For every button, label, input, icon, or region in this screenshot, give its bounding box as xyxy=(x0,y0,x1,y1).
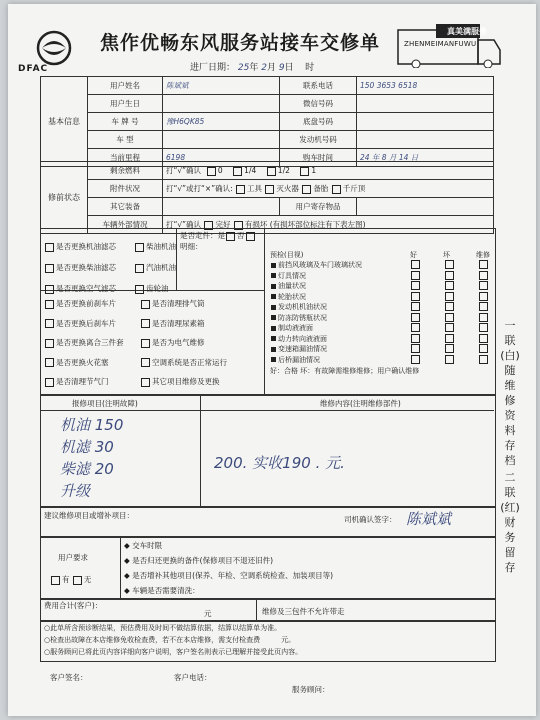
service-checkbox[interactable] xyxy=(141,300,150,309)
service-check-item xyxy=(44,372,140,392)
inspection-item-label: 前挡风玻璃及车门玻璃状况 xyxy=(278,261,362,269)
inspection-bad-checkbox[interactable] xyxy=(445,271,454,280)
inspection-row xyxy=(270,260,490,271)
valuables-label: 用户寄存物品 xyxy=(280,198,357,216)
repair-item-upgrade: 升级 xyxy=(60,482,91,500)
service-checkbox[interactable] xyxy=(45,339,54,348)
diamond-bullet-icon: ◆ xyxy=(124,571,133,580)
section-pre: 修前状态 xyxy=(41,162,88,234)
exterior-label: 车辆外部情况 xyxy=(88,216,163,234)
service-checkbox[interactable] xyxy=(45,358,54,367)
inspection-bad-checkbox[interactable] xyxy=(445,313,454,322)
exterior-instruction: 打“√”确认 xyxy=(166,220,202,229)
inspection-bad-checkbox[interactable] xyxy=(445,281,454,290)
date-unit-month: 月 xyxy=(266,63,276,73)
exterior-note: (有损坏部位标注有下表左图) xyxy=(269,220,366,229)
chassis-value xyxy=(357,113,494,131)
requirement-item xyxy=(124,538,333,553)
requirement-label: 是否增补其他项目(保养、年检、空调系统检查、加装项目等) xyxy=(132,571,334,580)
attach-options xyxy=(163,180,494,198)
inspection-bullet xyxy=(271,284,276,289)
date-month: 2 xyxy=(261,63,267,73)
inspection-row xyxy=(270,323,490,334)
inspection-good-checkbox[interactable] xyxy=(411,260,420,269)
inspection-repair-checkbox[interactable] xyxy=(479,334,488,343)
service-check-label: 是否清理尿素箱 xyxy=(152,318,205,328)
custom-yes-label: 是 xyxy=(217,231,225,240)
side-char: 联 xyxy=(504,486,516,499)
req-yes-checkbox[interactable] xyxy=(51,576,60,585)
suggest-label: 建议维修项目或增补项目： xyxy=(44,511,134,520)
custom-no-checkbox[interactable] xyxy=(246,232,255,241)
inspection-bad-checkbox[interactable] xyxy=(445,260,454,269)
inspection-bad-checkbox[interactable] xyxy=(445,302,454,311)
inspection-checks xyxy=(410,302,490,313)
date-day: 9 xyxy=(278,63,285,73)
extinguisher-label: 灭火器 xyxy=(276,184,299,193)
inspection-checks xyxy=(410,344,490,355)
diesel-filter-checkbox[interactable] xyxy=(45,264,54,273)
side-char: 存 xyxy=(504,439,516,452)
inspection-item xyxy=(270,344,327,355)
inspection-bullet xyxy=(271,305,276,310)
service-checkbox[interactable] xyxy=(141,319,150,328)
engine-label: 发动机号码 xyxy=(280,131,357,149)
service-check-label: 是否清理排气筒 xyxy=(152,299,205,308)
model-value xyxy=(163,131,280,149)
inspection-repair-checkbox[interactable] xyxy=(479,292,488,301)
side-char: 二 xyxy=(504,471,516,484)
service-check-item xyxy=(140,314,270,334)
side-char: 一 xyxy=(504,319,516,332)
service-check-row xyxy=(44,372,270,392)
repair-items-header: 报修项目(注明故障) xyxy=(72,399,138,408)
requirements-label: 用户要求 xyxy=(58,553,88,562)
inspection-repair-checkbox[interactable] xyxy=(479,302,488,311)
req-no-checkbox[interactable] xyxy=(73,576,82,585)
service-checkbox[interactable] xyxy=(45,378,54,387)
phone-label: 联系电话 xyxy=(280,77,357,95)
date-year: 25 xyxy=(237,63,250,73)
fee-label: 费用合计(客户)： xyxy=(44,601,103,610)
inspection-bad-checkbox[interactable] xyxy=(445,292,454,301)
fuel-option-0: 0 xyxy=(217,166,223,175)
diesel-oil-checkbox[interactable] xyxy=(135,243,144,252)
attach-label: 附件状况 xyxy=(88,180,163,198)
inspection-row xyxy=(270,281,490,292)
service-check-row xyxy=(44,353,270,373)
requirements-has xyxy=(50,574,91,585)
inspection-item-label: 动力转向液液面 xyxy=(278,334,327,343)
service-check-item xyxy=(44,333,140,353)
fuel-option-full: 1 xyxy=(311,166,317,175)
warranty-note: 维修及三包件不允许带走 xyxy=(262,607,345,616)
birthday-value xyxy=(163,95,280,113)
customer-name-value: 陈斌斌 xyxy=(163,77,280,95)
service-checkbox[interactable] xyxy=(141,378,150,387)
inspection-item-label: 后桥漏油情况 xyxy=(278,355,320,364)
fuel-options xyxy=(163,162,494,180)
detail-label: 明细： xyxy=(180,242,203,251)
valuables-value xyxy=(357,198,494,216)
spare-tire-checkbox[interactable] xyxy=(302,185,311,194)
intact-label: 完好 xyxy=(215,220,231,229)
side-char: 档 xyxy=(504,454,516,467)
inspection-row xyxy=(270,302,490,313)
diesel-oil-label: 柴油机油 xyxy=(146,242,176,251)
requirement-label: 交车时限 xyxy=(132,541,163,550)
service-check-row xyxy=(44,294,270,314)
inspection-item xyxy=(270,260,362,271)
service-check-row xyxy=(44,314,270,334)
diamond-bullet-icon: ◆ xyxy=(124,556,133,565)
inspection-bad-checkbox[interactable] xyxy=(445,344,454,353)
plate-label: 车 牌 号 xyxy=(88,113,163,131)
fuel-checkbox-half[interactable] xyxy=(267,167,276,176)
inspection-checks xyxy=(410,334,490,345)
service-check-item xyxy=(44,314,140,334)
service-checkbox[interactable] xyxy=(141,339,150,348)
mileage-value: 6198 xyxy=(163,149,280,167)
wechat-value xyxy=(357,95,494,113)
repair-item-oil: 机油 150 xyxy=(60,416,124,434)
jack-label: 千斤顶 xyxy=(342,184,366,193)
inspection-checks xyxy=(410,313,490,324)
fuel-option-half: 1/2 xyxy=(277,166,290,175)
extinguisher-checkbox[interactable] xyxy=(265,185,274,194)
plate-value: 豫H6QK85 xyxy=(163,113,280,131)
side-char: 联 xyxy=(504,334,516,347)
service-check-item xyxy=(140,372,270,392)
inspection-item-label: 制动液液面 xyxy=(278,324,313,332)
date-unit-day: 日 xyxy=(284,63,294,73)
inspection-item-label: 轮胎状况 xyxy=(278,292,306,301)
requirement-label: 车辆是否需要清洗： xyxy=(132,586,200,595)
notice-2: ○检查出故障在本店维修免收检查费，若不在本店维修，需支付检查费 元。 xyxy=(44,636,296,644)
requirements-list xyxy=(124,538,333,598)
inspection-row xyxy=(270,334,490,345)
date-unit-hour: 时 xyxy=(305,63,315,73)
notice-3: ○服务顾问已将此页内容详细向客户说明，客户签名则表示已理解并接受此页内容。 xyxy=(44,648,303,656)
inspection-good-checkbox[interactable] xyxy=(411,313,420,322)
inspection-item xyxy=(270,281,306,292)
service-check-item xyxy=(140,294,270,314)
inspection-repair-checkbox[interactable] xyxy=(479,313,488,322)
service-check-label: 是否清理节气门 xyxy=(56,377,109,386)
inspection-good-checkbox[interactable] xyxy=(411,323,420,332)
inspection-item xyxy=(270,355,320,366)
repair-item-oil-filter: 机滤 30 xyxy=(60,438,114,456)
inspection-item-label: 发动机机油状况 xyxy=(278,303,327,311)
req-no-label: 无 xyxy=(83,575,92,584)
inspection-repair-checkbox[interactable] xyxy=(479,260,488,269)
model-label: 车 型 xyxy=(88,131,163,149)
inspection-bad-checkbox[interactable] xyxy=(445,334,454,343)
purchase-value: 24 年 8 月 14 日 xyxy=(357,149,494,167)
inspection-repair-checkbox[interactable] xyxy=(479,355,488,364)
fuel-option-quarter: 1/4 xyxy=(244,166,257,175)
side-char: 资 xyxy=(504,409,516,422)
inspection-footer: 好：合格 坏：有故障需维修维修；用户确认维修 xyxy=(270,367,420,375)
inspection-repair-checkbox[interactable] xyxy=(479,271,488,280)
inspection-good-checkbox[interactable] xyxy=(411,334,420,343)
damaged-label: 有损坏 xyxy=(244,220,268,229)
diamond-bullet-icon: ◆ xyxy=(124,586,133,595)
notices-list xyxy=(44,622,302,658)
repair-items-list xyxy=(60,414,123,502)
entry-date xyxy=(190,60,314,73)
gas-oil-checkbox[interactable] xyxy=(135,264,144,273)
driver-sign-label: 司机确认签字： xyxy=(344,515,397,524)
inspection-good-checkbox[interactable] xyxy=(411,292,420,301)
wechat-label: 微信号码 xyxy=(280,95,357,113)
inspection-bullet xyxy=(271,315,276,320)
oil-filter-label: 是否更换机油滤芯 xyxy=(56,242,116,251)
service-checkbox[interactable] xyxy=(45,319,54,328)
tools-checkbox[interactable] xyxy=(236,185,245,194)
col-repair: 维修 xyxy=(476,251,490,259)
requirement-item xyxy=(124,583,333,598)
inspection-bad-checkbox[interactable] xyxy=(445,323,454,332)
spare-tire-label: 备胎 xyxy=(313,184,329,193)
chassis-label: 底盘号码 xyxy=(280,113,357,131)
date-unit-year: 年 xyxy=(249,63,259,73)
inspection-item-label: 防冻防锈瓶状况 xyxy=(278,313,327,322)
air-filter-checkbox[interactable] xyxy=(45,285,54,294)
inspection-item xyxy=(270,323,313,334)
col-good: 好 xyxy=(410,251,417,259)
oil-type-checks xyxy=(134,236,176,299)
driver-signature: 陈斌斌 xyxy=(406,510,452,528)
inspection-row xyxy=(270,271,490,282)
inspection-good-checkbox[interactable] xyxy=(411,271,420,280)
brand-text: DFAC xyxy=(18,64,49,74)
side-char: 料 xyxy=(504,424,516,437)
inspection-bullet xyxy=(271,326,276,331)
custom-part-label: 是否定件： xyxy=(180,231,218,240)
req-yes-label: 有 xyxy=(62,575,70,584)
basic-info-table xyxy=(40,76,494,167)
custom-no-label: 否 xyxy=(237,231,245,240)
inspection-good-checkbox[interactable] xyxy=(411,302,420,311)
advisor-sign-label: 服务顾问： xyxy=(292,685,330,694)
birthday-label: 用户生日 xyxy=(88,95,163,113)
inspection-panel xyxy=(270,250,490,376)
side-char: (红) xyxy=(500,501,520,514)
side-char: (白) xyxy=(500,349,520,362)
service-check-label: 其它项目维修及更换 xyxy=(152,377,220,386)
service-check-item xyxy=(44,294,140,314)
inspection-row xyxy=(270,355,490,366)
phone-value: 150 3653 6518 xyxy=(357,77,494,95)
inspection-item xyxy=(270,292,306,303)
inspection-item xyxy=(270,334,327,345)
other-equip-label: 其它装备 xyxy=(88,198,163,216)
service-check-item xyxy=(140,333,270,353)
service-check-label: 是否更换后刹车片 xyxy=(56,318,116,328)
stamp-title: 真美满服务 xyxy=(447,27,487,36)
custom-part-row xyxy=(180,230,257,252)
inspection-repair-checkbox[interactable] xyxy=(479,323,488,332)
customer-sign-label: 客户签名： xyxy=(50,673,88,682)
fuel-instruction: 打“√”确认 xyxy=(166,166,202,175)
service-check-label: 是否更换离合三件套 xyxy=(56,338,124,347)
side-char: 务 xyxy=(504,531,516,544)
inspection-bullet xyxy=(271,347,276,352)
inspection-row xyxy=(270,344,490,355)
mileage-label: 当前里程 xyxy=(88,149,163,167)
pre-repair-table xyxy=(40,161,494,234)
side-char: 存 xyxy=(504,561,516,574)
air-filter-label: 是否更换空气滤芯 xyxy=(56,284,116,293)
service-checkbox[interactable] xyxy=(141,358,150,367)
service-check-label: 是否为电气维修 xyxy=(152,338,205,347)
repair-item-diesel-filter: 柴滤 20 xyxy=(60,460,114,478)
inspection-checks xyxy=(410,292,490,303)
service-checkbox[interactable] xyxy=(45,300,54,309)
tools-label: 工具 xyxy=(247,184,263,193)
inspection-repair-checkbox[interactable] xyxy=(479,344,488,353)
fuel-checkbox-full[interactable] xyxy=(300,167,309,176)
inspection-bad-checkbox[interactable] xyxy=(445,355,454,364)
inspection-checks xyxy=(410,281,490,292)
customer-name-label: 用户姓名 xyxy=(88,77,163,95)
filter-checks xyxy=(44,236,116,299)
inspection-item-label: 变速箱漏油情况 xyxy=(278,345,327,353)
fuel-checkbox-0[interactable] xyxy=(207,167,216,176)
gear-oil-checkbox[interactable] xyxy=(135,285,144,294)
inspection-checks xyxy=(410,355,490,366)
inspection-item xyxy=(270,302,327,313)
side-char: 维 xyxy=(504,379,516,392)
inspection-row xyxy=(270,313,490,324)
side-char: 修 xyxy=(504,394,516,407)
inspection-bullet xyxy=(271,357,276,362)
repair-content-note: 200. 实收190 . 元. xyxy=(214,454,345,472)
fee-unit: 元 xyxy=(204,609,212,618)
service-check-label: 空调系统是否正常运行 xyxy=(152,357,227,367)
date-label: 进厂日期： xyxy=(190,63,236,73)
inspection-checks xyxy=(410,323,490,334)
side-char: 财 xyxy=(504,516,516,529)
service-check-item xyxy=(140,353,270,373)
copy-red-label xyxy=(500,470,520,575)
jack-checkbox[interactable] xyxy=(332,185,341,194)
oil-filter-checkbox[interactable] xyxy=(45,243,54,252)
inspection-row xyxy=(270,292,490,303)
gear-oil-label: 齿轮油 xyxy=(146,284,169,293)
side-char: 留 xyxy=(504,546,516,559)
inspection-item xyxy=(270,313,327,324)
inspection-good-checkbox[interactable] xyxy=(411,281,420,290)
notice-1: ○此单所含预诊断结果，预估费用及时间不做结算依据，结算以结算单为准。 xyxy=(44,624,282,632)
inspection-bullet xyxy=(271,273,276,278)
service-check-label: 是否更换前刹车片 xyxy=(56,299,116,308)
copy-white-label xyxy=(500,318,520,468)
requirement-item xyxy=(124,553,333,568)
inspection-bullet xyxy=(271,336,276,341)
service-check-label: 是否更换火花塞 xyxy=(56,357,109,367)
inspection-good-checkbox[interactable] xyxy=(411,355,420,364)
service-check-item xyxy=(44,353,140,373)
customer-phone-label: 客户电话： xyxy=(174,673,212,682)
inspection-item-label: 油量状况 xyxy=(278,282,306,290)
other-equip-value xyxy=(163,198,280,216)
inspection-good-checkbox[interactable] xyxy=(411,344,420,353)
custom-yes-checkbox[interactable] xyxy=(226,232,235,241)
page-title: 焦作优畅东风服务站接车交修单 xyxy=(100,32,381,54)
inspection-checks xyxy=(410,260,490,271)
inspection-checks xyxy=(410,271,490,282)
fuel-label: 剩余燃料 xyxy=(88,162,163,180)
attach-instruction: 打“√”或打“×”确认: xyxy=(166,184,233,193)
inspection-repair-checkbox[interactable] xyxy=(479,281,488,290)
inspection-item-label: 灯具情况 xyxy=(278,271,306,280)
inspection-bullet xyxy=(271,294,276,299)
diesel-filter-label: 是否更换柴油滤芯 xyxy=(56,263,116,272)
stamp-subtitle: ZHENMEIMANFUWU xyxy=(404,40,477,48)
diamond-bullet-icon: ◆ xyxy=(124,541,133,550)
inspection-item xyxy=(270,271,306,282)
inspection-title: 预检(目视) xyxy=(270,251,304,259)
section-basic: 基本信息 xyxy=(41,77,88,167)
service-checks xyxy=(44,294,270,392)
engine-value xyxy=(357,131,494,149)
gas-oil-label: 汽油机油 xyxy=(146,263,176,272)
requirement-label: 是否归还更换的备件(保修项目不退还旧件) xyxy=(132,556,274,565)
fuel-checkbox-quarter[interactable] xyxy=(233,167,242,176)
repair-content-header: 维修内容(注明维修部件) xyxy=(320,399,401,408)
requirement-item xyxy=(124,568,333,583)
col-bad: 坏 xyxy=(443,251,450,259)
service-check-row xyxy=(44,333,270,353)
inspection-bullet xyxy=(271,263,276,268)
purchase-label: 购车时间 xyxy=(280,149,357,167)
side-char: 随 xyxy=(504,364,516,377)
